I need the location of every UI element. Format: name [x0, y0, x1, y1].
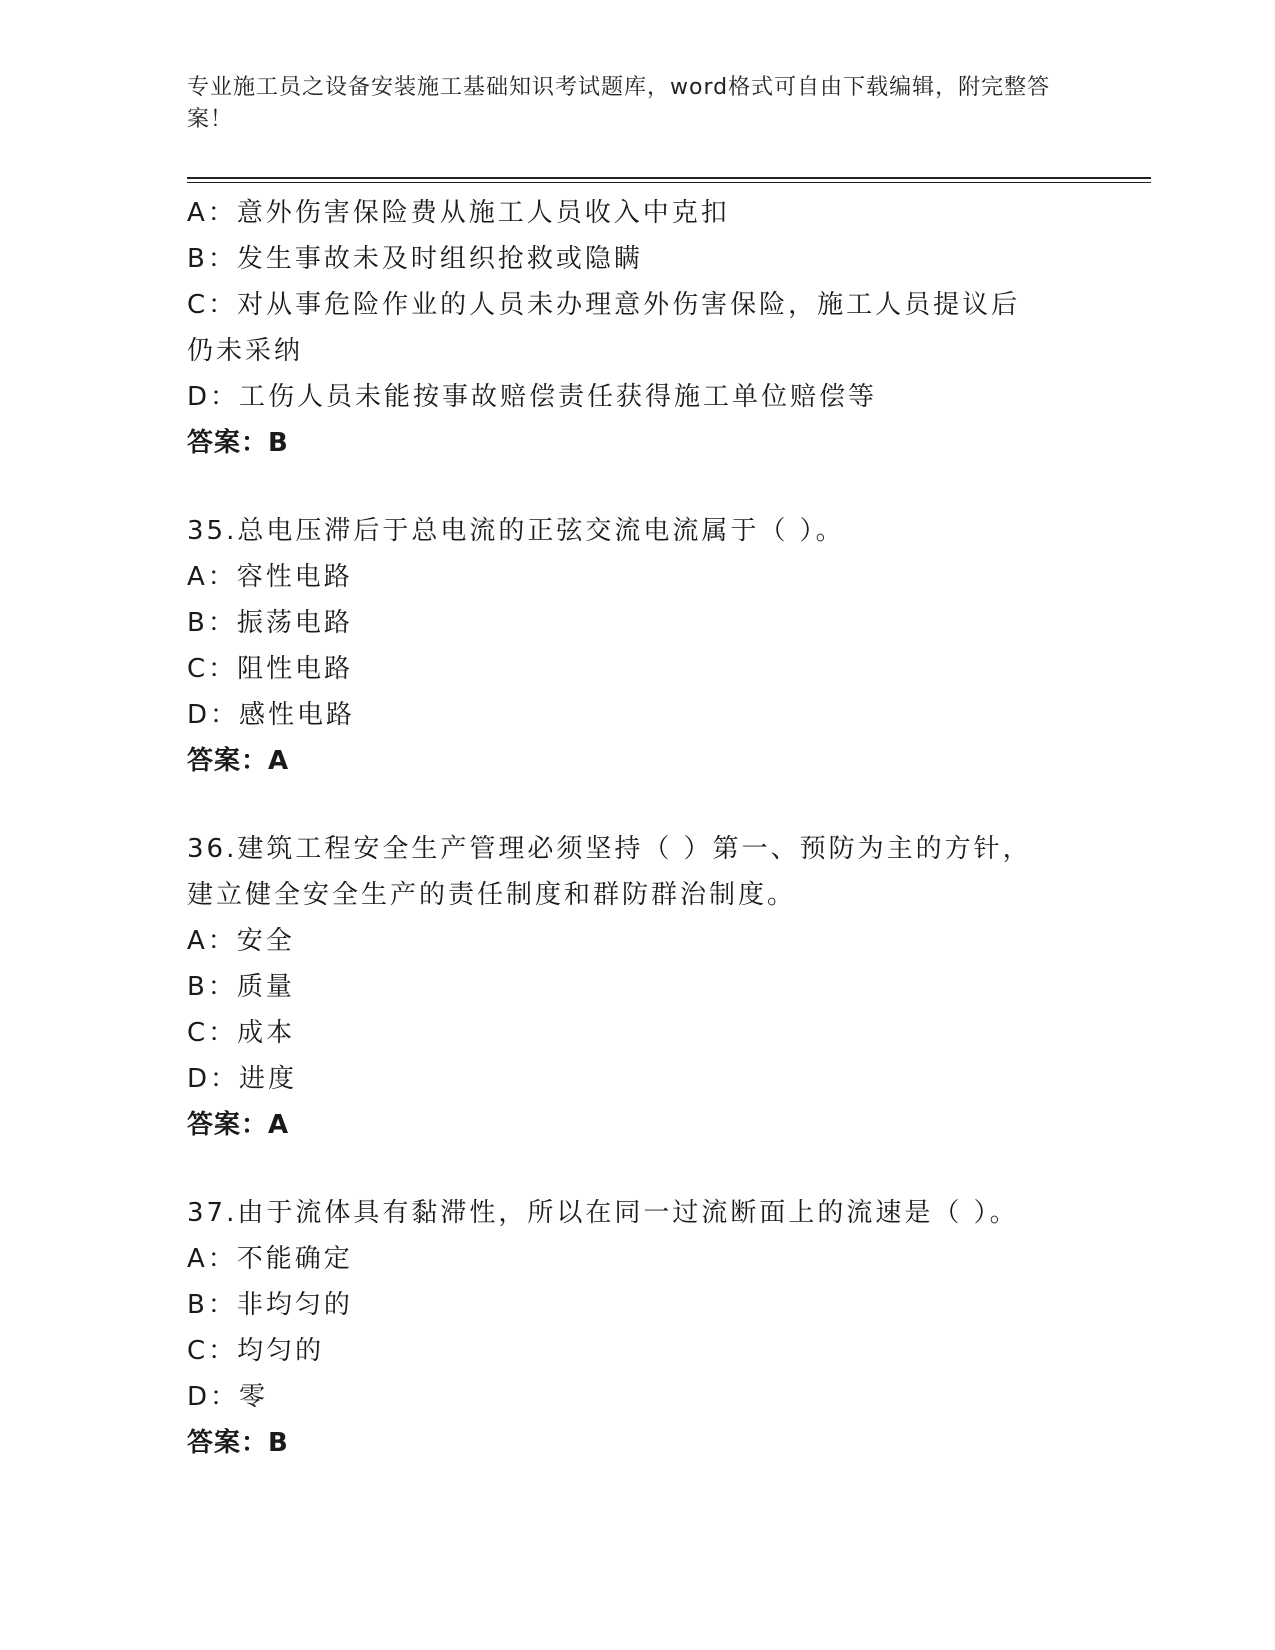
option-d: D：工伤人员未能按事故赔偿责任获得施工单位赔偿等: [187, 382, 878, 412]
answer: 答案：B: [187, 428, 289, 458]
option-d: D：零: [187, 1382, 269, 1412]
question-block-34: [187, 190, 1087, 466]
question-block-36: [187, 826, 1087, 1148]
document-header: 专业施工员之设备安装施工基础知识考试题库，word格式可自由下载编辑，附完整答案！: [187, 75, 1051, 132]
option-b: B：振荡电路: [187, 608, 353, 638]
option-a: A：不能确定: [187, 1244, 353, 1274]
header-rule-thin: [187, 182, 1151, 183]
answer: 答案：A: [187, 1110, 290, 1140]
option-b: B：发生事故未及时组织抢救或隐瞒: [187, 244, 643, 274]
question-block-35: [187, 508, 1087, 784]
option-b: B：质量: [187, 972, 295, 1002]
option-a: A：安全: [187, 926, 295, 956]
question-text: 37.由于流体具有黏滞性，所以在同一过流断面上的流速是（ ）。: [187, 1198, 1019, 1228]
option-b: B：非均匀的: [187, 1290, 353, 1320]
option-c: C：阻性电路: [187, 654, 354, 684]
question-block-37: [187, 1190, 1087, 1466]
option-c: C：均匀的: [187, 1336, 325, 1366]
answer: 答案：A: [187, 746, 290, 776]
option-c: C：对从事危险作业的人员未办理意外伤害保险，施工人员提议后仍未采纳: [187, 290, 1021, 366]
question-text: 35.总电压滞后于总电流的正弦交流电流属于（ ）。: [187, 516, 845, 546]
option-d: D：进度: [187, 1064, 298, 1094]
question-text: 36.建筑工程安全生产管理必须坚持（ ）第一、预防为主的方针，建立健全安全生产的责任制度和群防群治制度。: [187, 834, 1032, 910]
question-list: [187, 190, 1087, 1466]
option-c: C：成本: [187, 1018, 296, 1048]
header-rule-thick: [187, 177, 1151, 179]
answer: 答案：B: [187, 1428, 289, 1458]
option-d: D：感性电路: [187, 700, 356, 730]
option-a: A：容性电路: [187, 562, 353, 592]
option-a: A：意外伤害保险费从施工人员收入中克扣: [187, 198, 730, 228]
